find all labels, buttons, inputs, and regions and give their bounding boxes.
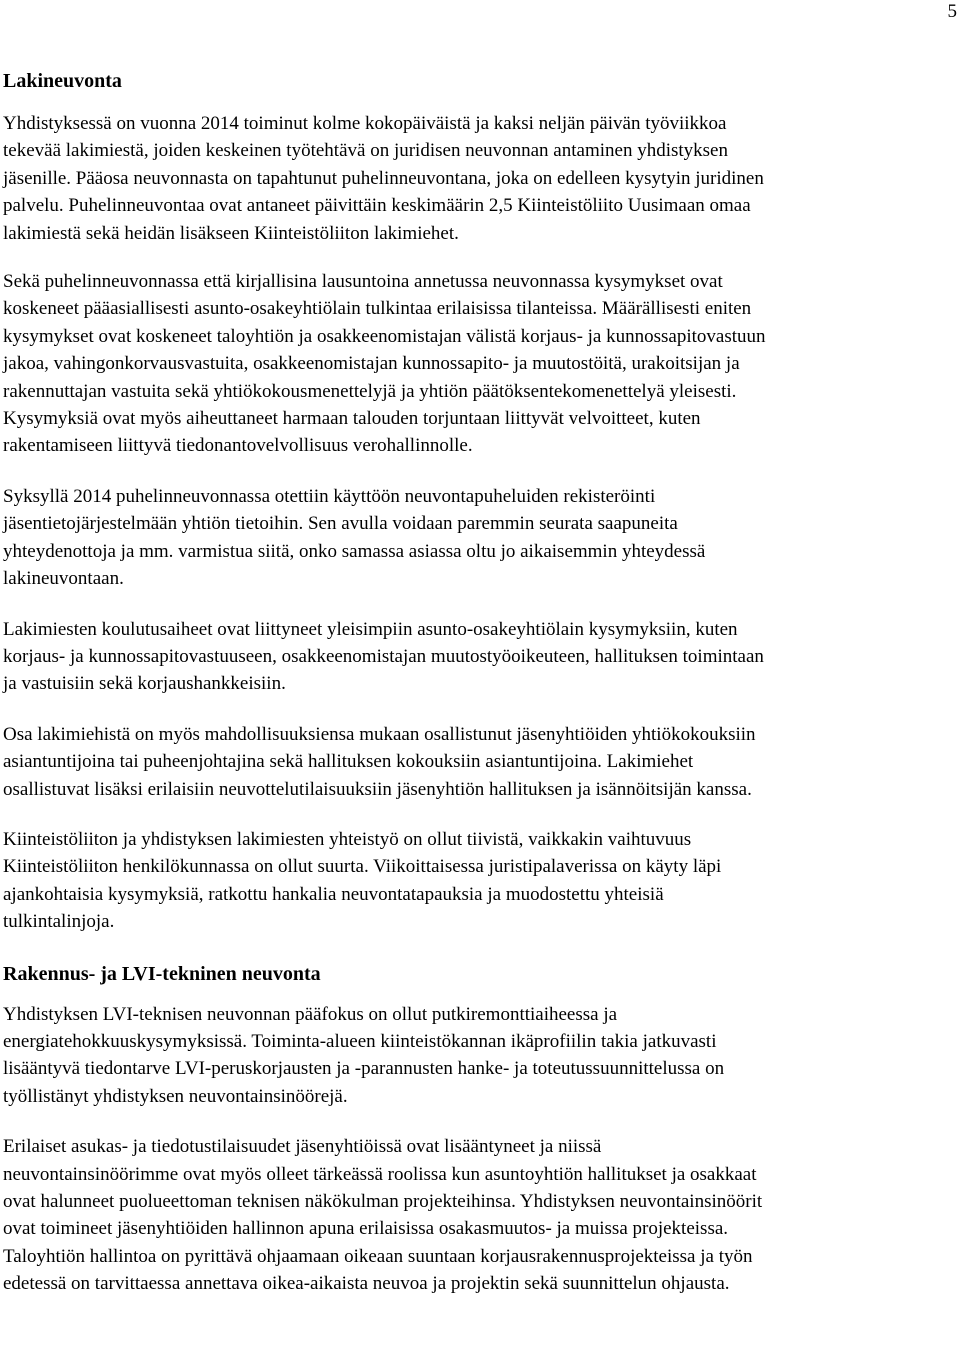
text-line: Yhdistyksen LVI-teknisen neuvonnan pääfokus on ollut putkiremonttiaiheessa ja bbox=[3, 1003, 618, 1025]
text-line: jakoa, vahingonkorvausvastuita, osakkeenomistajan kunnossapito- ja muutostöitä, urakoitsijan ja bbox=[3, 353, 740, 375]
section-heading: Lakineuvonta bbox=[3, 70, 122, 92]
paragraph bbox=[3, 1001, 960, 1111]
text-line: Yhdistyksessä on vuonna 2014 toiminut kolme kokopäiväistä ja kaksi neljän päivän työviikkoa bbox=[3, 113, 727, 134]
text-line: palvelu. Puhelinneuvontaa ovat antaneet päivittäin keskimäärin 2,5 Kiinteistöliito Uusimaan omaa bbox=[3, 195, 751, 217]
page-number: 5 bbox=[947, 1, 957, 22]
text-line: korjaus- ja kunnossapitovastuuseen, osakkeenomistajan muutostyöoikeuteen, hallituksen toimintaan bbox=[3, 645, 764, 667]
text-line: rakentamiseen liittyvä tiedonantovelvollisuus verohallinnolle. bbox=[3, 435, 473, 457]
text-line: rakennuttajan vastuita sekä yhtiökokousmenettelyjä ja yhtiön päätöksentekomenettelyä yleisesti. bbox=[3, 380, 737, 402]
text-line: kysymykset ovat koskeneet taloyhtiön ja osakkeenomistajan välistä korjaus- ja kunnossapitovastuun bbox=[3, 325, 766, 347]
text-line: lakineuvontaan. bbox=[3, 568, 124, 590]
text-line: Kiinteistöliiton ja yhdistyksen lakimiesten yhteistyö on ollut tiivistä, vaikkakin vaihtuvuus bbox=[3, 828, 692, 850]
document-body bbox=[3, 66, 960, 1321]
paragraph bbox=[3, 826, 960, 936]
section-heading: Rakennus- ja LVI-tekninen neuvonta bbox=[3, 962, 321, 985]
paragraph bbox=[3, 1133, 960, 1297]
text-line: ajankohtaisia kysymyksiä, ratkottu hankalia neuvontatapauksia ja muodostettu yhteisiä bbox=[3, 883, 664, 905]
text-line: Taloyhtiön hallintoa on pyrittävä ohjaamaan oikeaan suuntaan korjausrakennusprojekteissa ja työn bbox=[3, 1245, 753, 1267]
text-line: jäsenille. Pääosa neuvonnasta on tapahtunut puhelinneuvontana, joka on edelleen kysytyin juridinen bbox=[3, 167, 764, 189]
paragraph bbox=[3, 110, 960, 247]
text-line: neuvontainsinöörimme ovat myös olleet tärkeässä roolissa kun asuntoyhtiön hallitukset ja osakkaat bbox=[3, 1163, 757, 1185]
text-line: lakimiestä sekä heidän lisäkseen Kiinteistöliiton lakimiehet. bbox=[3, 222, 459, 244]
text-line: Osa lakimiehistä on myös mahdollisuuksiensa mukaan osallistunut jäsenyhtiöiden yhtiökokouksiin bbox=[3, 723, 756, 745]
text-line: ovat toimineet jäsenyhtiöiden hallinnon apuna erilaisissa osakasmuutos- ja muissa projekteissa. bbox=[3, 1218, 729, 1240]
text-line: osallistuvat lisäksi erilaisiin neuvottelutilaisuuksiin jäsenyhtiön hallituksen ja isännöitsijän kanssa. bbox=[3, 778, 752, 800]
text-line: ovat halunneet puolueettoman teknisen näkökulman projekteihinsa. Yhdistyksen neuvontainsinöörit bbox=[3, 1191, 763, 1212]
text-line: tekevää lakimiestä, joiden keskeinen työtehtävä on juridisen neuvonnan antaminen yhdistyksen bbox=[3, 140, 728, 162]
section-rakennus-lvi-neuvonta bbox=[3, 959, 960, 1298]
text-line: tulkintalinjoja. bbox=[3, 911, 115, 933]
text-line: Syksyllä 2014 puhelinneuvonnassa otettiin käyttöön neuvontapuheluiden rekisteröinti bbox=[3, 485, 656, 507]
text-line: Sekä puhelinneuvonnassa että kirjallisina lausuntoina annetussa neuvonnassa kysymykset ovat bbox=[3, 271, 723, 293]
paragraph bbox=[3, 721, 960, 803]
text-line: jäsentietojärjestelmään yhtiön tietoihin. Sen avulla voidaan paremmin seurata saapuneita bbox=[3, 513, 678, 535]
text-line: Erilaiset asukas- ja tiedotustilaisuudet jäsenyhtiöissä ovat lisääntyneet ja niissä bbox=[3, 1136, 602, 1158]
paragraph bbox=[3, 483, 960, 593]
text-line: yhteydenottoja ja mm. varmistua siitä, onko samassa asiassa oltu jo aikaisemmin yhteydessä bbox=[3, 540, 706, 562]
paragraph bbox=[3, 616, 960, 698]
section-lakineuvonta bbox=[3, 66, 960, 936]
text-line: lisääntyvä tiedontarve LVI-peruskorjausten ja -parannusten hanke- ja toteutussuunnittelussa on bbox=[3, 1058, 725, 1080]
text-line: työllistänyt yhdistyksen neuvontainsinöörejä. bbox=[3, 1085, 348, 1107]
text-line: asiantuntijoina tai puheenjohtajina sekä hallituksen kokouksiin asiantuntijoina. Lakimiehet bbox=[3, 751, 694, 773]
text-line: Lakimiesten koulutusaiheet ovat liittyneet yleisimpiin asunto-osakeyhtiölain kysymyksiin, kuten bbox=[3, 618, 738, 640]
text-line: ja vastuisiin sekä korjaushankkeisiin. bbox=[3, 673, 286, 695]
text-line: edetessä on tarvittaessa annettava oikea-aikaista neuvoa ja projektin sekä suunnittelun ohjausta. bbox=[3, 1273, 730, 1295]
text-line: energiatehokkuuskysymyksissä. Toiminta-alueen kiinteistökannan ikäprofiilin takia jatkuvasti bbox=[3, 1030, 717, 1052]
text-line: Kiinteistöliiton henkilökunnassa on ollut suurta. Viikoittaisessa juristipalaverissa on käyty läpi bbox=[3, 856, 722, 878]
text-line: koskeneet pääasiallisesti asunto-osakeyhtiölain tulkintaa erilaisissa tilanteissa. Määrällisesti eniten bbox=[3, 298, 752, 320]
paragraph bbox=[3, 268, 960, 460]
text-line: Kysymyksiä ovat myös aiheuttaneet harmaan talouden torjuntaan liittyvät velvoitteet, kuten bbox=[3, 408, 701, 430]
